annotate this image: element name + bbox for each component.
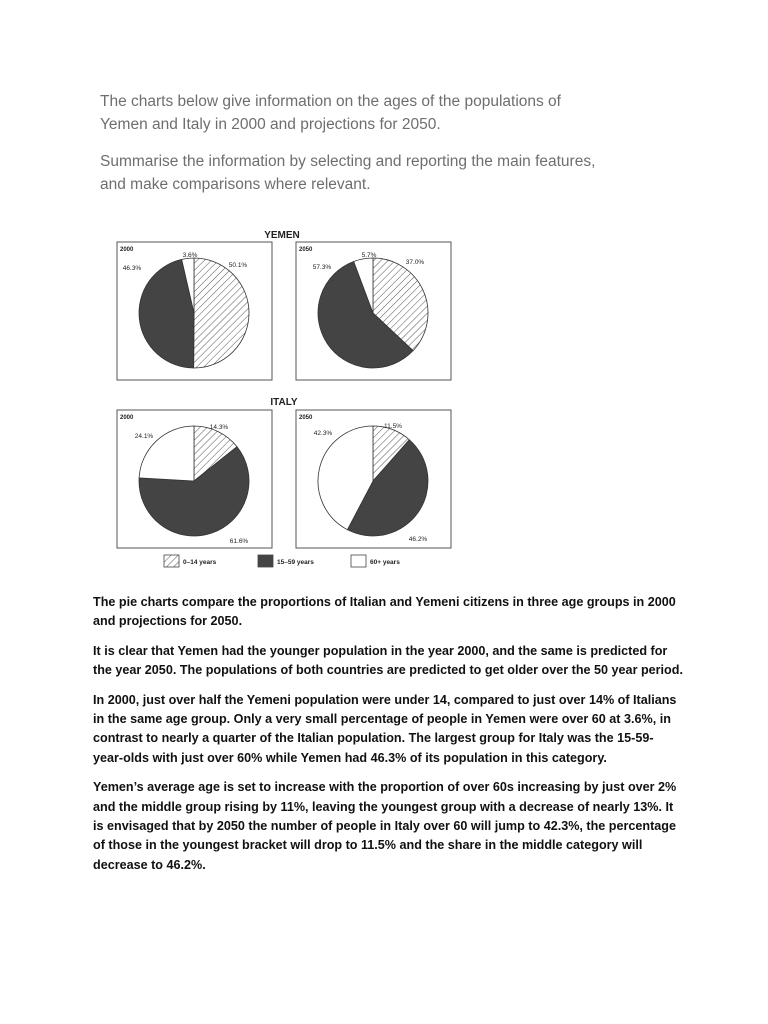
essay-paragraph-4: Yemen’s average age is set to increase with the proportion of over 60s increasing by just over 2% and the middle group rising by 11%, leaving the youngest group with a decrease of nearly 13%. It is envisaged that by 2050 the number of people in Italy over 60 will jump to 42.3%, the percentage of those in the youngest bracket will drop to 11.5% and the share in the middle category will decrease to 46.2%.: [93, 780, 677, 872]
legend-label-0-14: 0–14 years: [183, 559, 217, 566]
data-label-yemen-2050-60-plus: 5.7%: [361, 252, 377, 259]
year-label-yemen-2000: 2000: [120, 247, 134, 253]
yemen-heading: YEMEN: [264, 230, 300, 241]
task-prompt: [100, 90, 600, 210]
essay-paragraph-3: In 2000, just over half the Yemeni population were under 14, compared to just over 14% of Italians in the same age group. Only a very small percentage of people in Yemen were over 60 at 3.6%, in contrast to nearly a quarter of the Italian population. The largest group for Italy was the 15-59-year-olds with just over 60% while Yemen had 46.3% of its population in this category.: [93, 692, 677, 765]
year-label-italy-2000: 2000: [120, 415, 134, 421]
legend-swatch-60-plus: [351, 555, 366, 567]
pie-charts-figure: [108, 222, 453, 577]
data-label-yemen-2050-0-14: 37.0%: [405, 259, 425, 266]
essay-paragraph-2: It is clear that Yemen had the younger population in the year 2000, and the same is predicted for the year 2050. The populations of both countries are predicted to get older over the 50 year period.: [93, 643, 683, 678]
data-label-italy-2050-15-59: 46.2%: [408, 536, 428, 543]
legend-swatch-0-14: [164, 555, 179, 567]
year-label-yemen-2050: 2050: [299, 247, 313, 253]
data-label-italy-2000-60-plus: 24.1%: [134, 433, 154, 440]
legend-swatch-15-59: [258, 555, 273, 567]
data-label-yemen-2000-0-14: 50.1%: [228, 262, 248, 269]
pie-italy-2000: [139, 426, 249, 536]
model-essay: [93, 593, 683, 885]
data-label-italy-2000-15-59: 61.6%: [229, 538, 249, 545]
essay-paragraph-1: The pie charts compare the proportions of Italian and Yemeni citizens in three age groups in 2000 and projections for 2050.: [93, 595, 676, 629]
legend-label-15-59: 15–59 years: [277, 559, 314, 566]
data-label-yemen-2050-15-59: 57.3%: [312, 264, 332, 271]
legend: [164, 555, 400, 567]
pie-yemen-2000: [139, 258, 249, 368]
prompt-line-2: Summarise the information by selecting and reporting the main features, and make comparisons where relevant.: [100, 153, 596, 193]
legend-label-60-plus: 60+ years: [370, 559, 400, 566]
pie-italy-2050: [318, 426, 428, 536]
pie-yemen-2050: [318, 258, 428, 368]
data-label-italy-2000-0-14: 14.3%: [209, 424, 229, 431]
prompt-line-1: The charts below give information on the ages of the populations of Yemen and Italy in 2000 and projections for 2050.: [100, 93, 561, 133]
data-label-italy-2050-0-14: 11.5%: [384, 423, 402, 430]
italy-heading: ITALY: [270, 397, 298, 408]
data-label-yemen-2000-15-59: 46.3%: [122, 265, 142, 272]
year-label-italy-2050: 2050: [299, 415, 313, 421]
data-label-italy-2050-60-plus: 42.3%: [313, 430, 333, 437]
data-label-yemen-2000-60-plus: 3.6%: [182, 252, 198, 259]
